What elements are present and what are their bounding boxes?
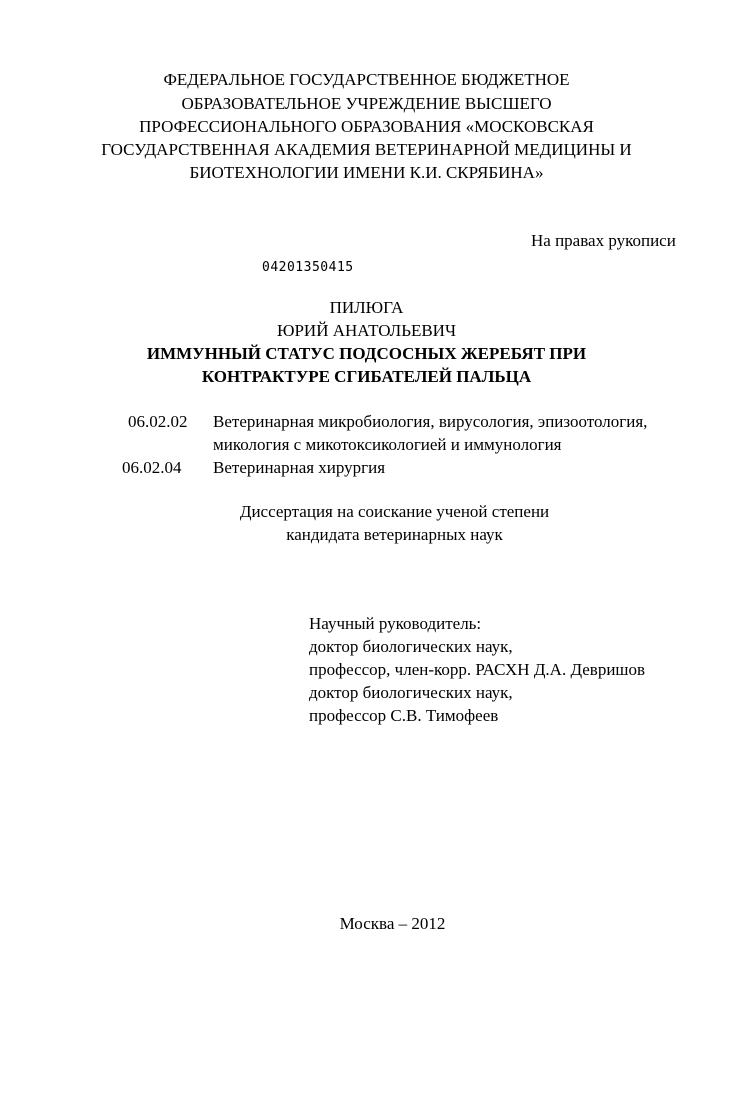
specialty-code: 06.02.02 bbox=[128, 412, 188, 431]
degree-line: Диссертация на соискание ученой степени bbox=[239, 502, 550, 521]
specialty-code: 06.02.04 bbox=[122, 458, 182, 477]
author-surname: ПИЛЮГА bbox=[329, 298, 404, 317]
institution-line: ФЕДЕРАЛЬНОЕ ГОСУДАРСТВЕННОЕ БЮДЖЕТНОЕ bbox=[163, 70, 570, 89]
supervisor-line: доктор биологических наук, bbox=[309, 683, 513, 702]
supervisor-line: доктор биологических наук, bbox=[309, 637, 513, 656]
specialty-name: Ветеринарная хирургия bbox=[213, 458, 386, 477]
author-name: ЮРИЙ АНАТОЛЬЕВИЧ bbox=[277, 321, 456, 340]
specialty-name: микология с микотоксикологией и иммунология bbox=[213, 435, 562, 454]
dissertation-title-line: КОНТРАКТУРЕ СГИБАТЕЛЕЙ ПАЛЬЦА bbox=[201, 367, 532, 386]
registration-number: 04201350415 bbox=[262, 260, 354, 275]
degree-line: кандидата ветеринарных наук bbox=[286, 525, 503, 544]
supervisor-line: профессор С.В. Тимофеев bbox=[309, 706, 499, 725]
institution-line: БИОТЕХНОЛОГИИ ИМЕНИ К.И. СКРЯБИНА» bbox=[189, 163, 544, 182]
dissertation-title-line: ИММУННЫЙ СТАТУС ПОДСОСНЫХ ЖЕРЕБЯТ ПРИ bbox=[146, 344, 587, 363]
rights-note: На правах рукописи bbox=[531, 231, 676, 250]
city-year: Москва – 2012 bbox=[339, 914, 446, 933]
institution-line: ГОСУДАРСТВЕННАЯ АКАДЕМИЯ ВЕТЕРИНАРНОЙ МЕДИЦИНЫ И bbox=[101, 140, 632, 159]
supervisor-line: Научный руководитель: bbox=[309, 614, 482, 633]
specialty-name: Ветеринарная микробиология, вирусология, эпизоотология, bbox=[213, 412, 648, 431]
institution-line: ПРОФЕССИОНАЛЬНОГО ОБРАЗОВАНИЯ «МОСКОВСКАЯ bbox=[139, 117, 594, 136]
institution-line: ОБРАЗОВАТЕЛЬНОЕ УЧРЕЖДЕНИЕ ВЫСШЕГО bbox=[181, 94, 552, 113]
supervisor-line: профессор, член-корр. РАСХН Д.А. Девришов bbox=[309, 660, 646, 679]
